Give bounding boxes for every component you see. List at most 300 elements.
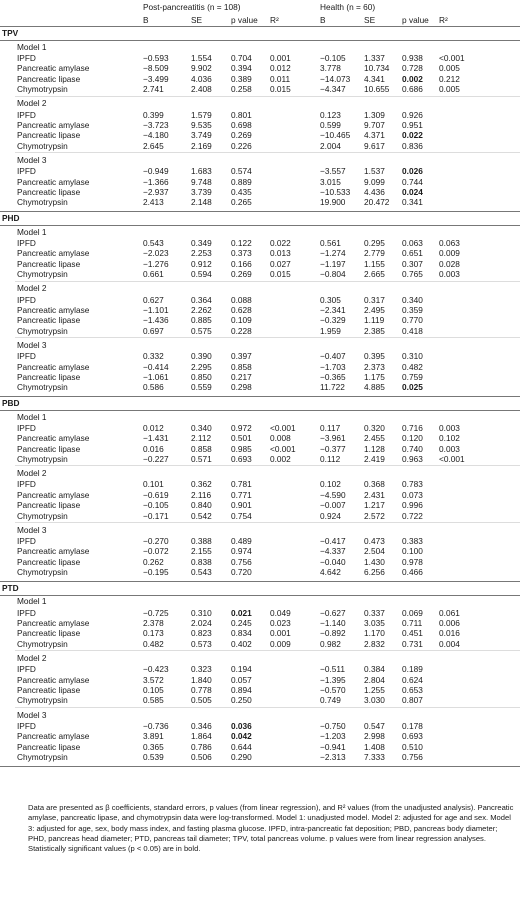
model-row	[0, 709, 520, 721]
table-cell: 2.665	[364, 269, 385, 280]
table-row	[0, 433, 520, 443]
row-label: Pancreatic lipase	[17, 371, 81, 382]
table-cell	[268, 685, 318, 695]
table-cell: 0.731	[402, 638, 423, 649]
table-cell: 1.128	[364, 443, 385, 454]
table-cell: 2.645	[143, 140, 164, 151]
indent-cell	[0, 326, 15, 336]
indent-cell	[0, 166, 15, 176]
table-cell: 0.295	[364, 237, 385, 248]
table-cell: 0.653	[402, 685, 423, 696]
table-cell: 2.262	[191, 304, 212, 315]
row-label: Pancreatic amylase	[17, 304, 90, 315]
table-cell: −10.465	[320, 130, 351, 141]
table-cell: 0.009	[439, 248, 460, 259]
table-cell	[437, 362, 520, 372]
table-cell: 0.005	[439, 63, 460, 74]
table-cell: 0.102	[320, 479, 341, 490]
row-label: Pancreatic amylase	[17, 433, 90, 444]
table-cell: 0.298	[231, 382, 252, 393]
model-label: Model 3	[17, 339, 47, 350]
table-row	[0, 269, 520, 279]
table-cell: 0.368	[364, 479, 385, 490]
table-row	[0, 490, 520, 500]
table-cell: 0.547	[364, 720, 385, 731]
table-cell: −4.180	[143, 130, 169, 141]
row-label: Chymotrypsin	[17, 382, 68, 393]
table-cell: 0.834	[231, 628, 252, 639]
table-cell: 0.073	[402, 489, 423, 500]
table-cell	[437, 567, 520, 577]
table-cell: 2.253	[191, 248, 212, 259]
table-cell: 1.554	[191, 53, 212, 63]
table-cell: 0.963	[402, 453, 423, 464]
table-cell: 0.850	[191, 371, 212, 382]
model-row	[0, 41, 520, 54]
row-label: Chymotrypsin	[17, 197, 68, 208]
model-row	[0, 154, 520, 166]
table-cell: 0.042	[231, 731, 252, 742]
row-label: IPFD	[17, 607, 36, 618]
table-cell: 6.256	[364, 567, 385, 578]
table-cell: 0.756	[402, 752, 423, 763]
indent-cell	[0, 652, 15, 664]
table-cell	[268, 500, 318, 510]
table-cell: −1.276	[143, 258, 169, 269]
table-cell	[437, 295, 520, 305]
table-cell: 1.170	[364, 628, 385, 639]
table-cell: 4.436	[364, 187, 385, 198]
table-cell: 3.739	[191, 187, 212, 198]
table-row	[0, 639, 520, 649]
table-cell: 0.359	[402, 304, 423, 315]
table-cell: 0.166	[231, 258, 252, 269]
table-cell: 1.430	[364, 556, 385, 567]
table-cell: 0.399	[143, 109, 164, 120]
table-cell: 0.109	[231, 315, 252, 326]
table-cell: 0.178	[402, 720, 423, 731]
table-cell: 2.295	[191, 361, 212, 372]
table-cell: −0.007	[320, 500, 346, 511]
table-cell: 2.408	[191, 84, 212, 95]
indent-cell	[0, 372, 15, 382]
row-label: Pancreatic amylase	[17, 361, 90, 372]
indent-cell	[0, 305, 15, 315]
table-row	[0, 454, 520, 464]
table-cell	[437, 382, 520, 392]
table-cell: 0.858	[191, 443, 212, 454]
table-cell: 0.310	[191, 607, 212, 618]
row-label: IPFD	[17, 422, 36, 433]
table-cell: 0.786	[191, 741, 212, 752]
table-cell: 0.926	[402, 109, 423, 120]
table-cell: 0.722	[402, 510, 423, 521]
table-cell: −1.203	[320, 731, 346, 742]
model-row	[0, 283, 520, 295]
table-cell: 0.473	[364, 536, 385, 546]
model-label: Model 3	[17, 709, 47, 720]
indent-cell	[0, 500, 15, 510]
table-cell: −1.431	[143, 433, 169, 444]
table-cell	[268, 567, 318, 577]
table-cell: −1.061	[143, 371, 169, 382]
table-cell: −0.627	[320, 607, 346, 618]
table-row	[0, 567, 520, 577]
indent-cell	[0, 74, 15, 84]
row-label: Pancreatic lipase	[17, 130, 81, 141]
table-cell	[268, 511, 318, 521]
table-cell: 2.148	[191, 197, 212, 208]
table-cell: 1.337	[364, 53, 385, 63]
table-cell: 0.323	[191, 664, 212, 675]
table-cell: 0.912	[191, 258, 212, 269]
table-row	[0, 546, 520, 556]
table-cell	[268, 177, 318, 187]
table-row	[0, 187, 520, 197]
table-cell: 0.069	[402, 607, 423, 618]
table-row	[0, 110, 520, 120]
row-label: Pancreatic amylase	[17, 120, 90, 131]
table-row	[0, 197, 520, 207]
table-cell: 0.435	[231, 187, 252, 198]
table-cell: 9.099	[364, 176, 385, 187]
table-cell: 0.728	[402, 63, 423, 74]
table-cell: 2.112	[191, 433, 212, 444]
table-cell: −0.804	[320, 269, 346, 280]
model-row	[0, 652, 520, 664]
table-cell: 0.265	[231, 197, 252, 208]
row-label: IPFD	[17, 109, 36, 120]
indent-cell	[0, 742, 15, 752]
table-cell: 9.902	[191, 63, 212, 74]
model-row	[0, 339, 520, 351]
table-cell: 0.290	[231, 752, 252, 763]
table-cell	[268, 731, 318, 741]
indent-cell	[0, 141, 15, 151]
indent-cell	[0, 444, 15, 454]
row-label: Chymotrypsin	[17, 453, 68, 464]
table-cell	[437, 731, 520, 741]
table-cell: 0.262	[143, 556, 164, 567]
table-cell: 0.383	[402, 536, 423, 546]
table-cell: 0.250	[231, 695, 252, 706]
row-label: IPFD	[17, 237, 36, 248]
row-label: Chymotrypsin	[17, 638, 68, 649]
table-cell: 1.579	[191, 109, 212, 120]
indent-cell	[0, 295, 15, 305]
table-row	[0, 608, 520, 618]
table-cell: 20.472	[364, 197, 390, 208]
section-label: PTD	[0, 581, 520, 595]
table-row	[0, 752, 520, 762]
model-label: Model 3	[17, 155, 47, 166]
indent-cell	[0, 685, 15, 695]
column-header-b: B	[318, 14, 362, 27]
table-cell: 0.310	[402, 351, 423, 362]
table-cell: <0.001	[270, 443, 296, 454]
section-row	[0, 27, 520, 41]
table-cell: 0.885	[191, 315, 212, 326]
model-row	[0, 98, 520, 110]
table-cell: 3.030	[364, 695, 385, 706]
table-cell: 0.228	[231, 325, 252, 336]
row-label: Chymotrypsin	[17, 140, 68, 151]
table-cell: 0.269	[231, 269, 252, 280]
table-cell	[437, 177, 520, 187]
indent-cell	[0, 433, 15, 443]
table-cell	[268, 110, 318, 120]
table-cell: 0.389	[231, 73, 252, 84]
table-cell: 0.624	[402, 674, 423, 685]
table-cell: 0.217	[231, 371, 252, 382]
table-row	[0, 536, 520, 546]
table-row	[0, 120, 520, 130]
model-label: Model 1	[17, 411, 47, 422]
indent-cell	[0, 567, 15, 577]
table-cell: 0.574	[231, 166, 252, 177]
table-cell: 0.858	[231, 361, 252, 372]
table-cell: 0.337	[364, 607, 385, 618]
table-cell: 2.116	[191, 489, 212, 500]
table-cell: 0.088	[231, 294, 252, 305]
table-row	[0, 248, 520, 258]
table-cell	[437, 130, 520, 140]
table-cell: −1.366	[143, 176, 169, 187]
table-cell: 0.704	[231, 53, 252, 63]
column-header-se: SE	[362, 14, 400, 27]
row-label: Pancreatic lipase	[17, 556, 81, 567]
table-cell: 0.117	[320, 422, 341, 433]
table-cell: 0.021	[231, 607, 252, 618]
table-cell	[437, 197, 520, 207]
table-cell: 0.269	[231, 130, 252, 141]
table-cell: <0.001	[439, 453, 465, 464]
indent-cell	[0, 197, 15, 207]
row-label: Pancreatic amylase	[17, 546, 90, 557]
table-cell: 0.720	[231, 567, 252, 578]
table-cell: 0.599	[320, 120, 341, 131]
table-cell: −1.140	[320, 618, 346, 629]
table-cell: 0.542	[191, 510, 212, 521]
table-cell	[437, 511, 520, 521]
table-cell: 0.012	[270, 63, 291, 74]
table-cell: 0.628	[231, 304, 252, 315]
table-cell: 0.749	[320, 695, 341, 706]
indent-cell	[0, 238, 15, 248]
indent-cell	[0, 225, 15, 238]
table-cell: 0.016	[439, 628, 460, 639]
indent-cell	[0, 410, 15, 423]
table-cell: 0.924	[320, 510, 341, 521]
table-row	[0, 130, 520, 140]
table-cell: −1.197	[320, 258, 346, 269]
table-row	[0, 372, 520, 382]
table-cell: 0.049	[270, 607, 291, 618]
table-cell: 0.063	[402, 237, 423, 248]
table-cell: 0.226	[231, 140, 252, 151]
row-label: IPFD	[17, 536, 36, 546]
indent-cell	[0, 628, 15, 638]
table-row	[0, 315, 520, 325]
indent-cell	[0, 511, 15, 521]
table-cell: 4.036	[191, 73, 212, 84]
table-cell: 1.537	[364, 166, 385, 177]
row-label: Pancreatic amylase	[17, 489, 90, 500]
row-label: IPFD	[17, 294, 36, 305]
table-cell: −3.723	[143, 120, 169, 131]
table-cell: 10.734	[364, 63, 390, 74]
table-row	[0, 618, 520, 628]
table-cell: 9.535	[191, 120, 212, 131]
table-cell: 0.390	[191, 351, 212, 362]
table-row	[0, 166, 520, 176]
table-cell: 0.697	[143, 325, 164, 336]
column-header-se: SE	[189, 14, 229, 27]
indent-cell	[0, 524, 15, 536]
row-label: Chymotrypsin	[17, 84, 68, 95]
table-cell: <0.001	[439, 53, 465, 63]
table-row	[0, 74, 520, 84]
table-cell: 0.698	[231, 120, 252, 131]
table-cell: −14.073	[320, 73, 351, 84]
table-cell: 0.112	[320, 453, 341, 464]
indent-cell	[0, 41, 15, 54]
table-cell: 0.258	[231, 84, 252, 95]
table-cell: 0.594	[191, 269, 212, 280]
indent-cell	[0, 351, 15, 361]
table-cell: −0.407	[320, 351, 346, 362]
table-cell: 0.716	[402, 422, 423, 433]
table-row	[0, 664, 520, 674]
indent-cell	[0, 675, 15, 685]
table-cell: 0.384	[364, 664, 385, 675]
table-cell: 0.996	[402, 500, 423, 511]
table-row	[0, 742, 520, 752]
table-cell	[437, 557, 520, 567]
table-cell: 0.025	[402, 382, 423, 393]
table-cell: 0.756	[231, 556, 252, 567]
table-cell: 0.001	[270, 53, 291, 63]
indent-cell	[0, 467, 15, 479]
table-cell: 2.385	[364, 325, 385, 336]
model-label: Model 2	[17, 468, 47, 479]
table-cell	[268, 382, 318, 392]
model-row	[0, 595, 520, 608]
table-cell: 2.024	[191, 618, 212, 629]
table-cell: 0.332	[143, 351, 164, 362]
table-cell: −0.377	[320, 443, 346, 454]
table-cell: −0.072	[143, 546, 169, 557]
table-cell	[268, 664, 318, 674]
table-cell: 0.173	[143, 628, 164, 639]
table-cell: 3.749	[191, 130, 212, 141]
table-cell: 0.364	[191, 294, 212, 305]
table-cell: 0.585	[143, 695, 164, 706]
row-label: Pancreatic lipase	[17, 187, 81, 198]
table-cell: 0.754	[231, 510, 252, 521]
row-label: Chymotrypsin	[17, 695, 68, 706]
indent-cell	[0, 546, 15, 556]
indent-cell	[0, 536, 15, 546]
table-cell: 0.028	[439, 258, 460, 269]
table-cell: −0.414	[143, 361, 169, 372]
table-cell: 1.175	[364, 371, 385, 382]
indent-cell	[0, 490, 15, 500]
table-cell: 0.571	[191, 453, 212, 464]
table-cell: 2.004	[320, 140, 341, 151]
table-cell: 2.572	[364, 510, 385, 521]
table-cell: 0.009	[270, 638, 291, 649]
table-cell: 0.212	[439, 73, 460, 84]
table-cell: −1.274	[320, 248, 346, 259]
column-header-r2: R²	[268, 14, 318, 27]
row-label: Chymotrypsin	[17, 752, 68, 763]
table-cell: 2.741	[143, 84, 164, 95]
table-cell	[268, 351, 318, 361]
table-row	[0, 382, 520, 392]
table-cell: 19.900	[320, 197, 346, 208]
table-cell: 0.693	[231, 453, 252, 464]
table-cell: 0.901	[231, 500, 252, 511]
table-cell: 0.340	[191, 422, 212, 433]
table-cell: 0.781	[231, 479, 252, 490]
section-label: PHD	[0, 211, 520, 225]
indent-cell	[0, 362, 15, 372]
table-cell: 0.894	[231, 685, 252, 696]
table-cell: −0.570	[320, 685, 346, 696]
indent-cell	[0, 98, 15, 110]
table-cell: 2.495	[364, 304, 385, 315]
table-cell: 0.510	[402, 741, 423, 752]
table-cell: −3.961	[320, 433, 346, 444]
group-header-post-pancreatitis: Post-pancreatitis (n = 108)	[143, 1, 241, 12]
table-cell: 0.539	[143, 752, 164, 763]
table-cell	[268, 362, 318, 372]
table-cell: 0.543	[143, 237, 164, 248]
indent-cell	[0, 479, 15, 489]
table-cell: 1.408	[364, 741, 385, 752]
table-cell: 11.722	[320, 382, 345, 393]
table-cell: 0.002	[270, 453, 291, 464]
table-cell: 0.740	[402, 443, 423, 454]
table-row	[0, 238, 520, 248]
table-cell: 0.974	[231, 546, 252, 557]
table-cell	[437, 664, 520, 674]
table-cell: 0.418	[402, 325, 423, 336]
table-cell: −4.347	[320, 84, 346, 95]
table-cell	[268, 675, 318, 685]
table-row	[0, 628, 520, 638]
table-cell: −10.533	[320, 187, 351, 198]
table-row	[0, 423, 520, 433]
table-cell: 0.057	[231, 674, 252, 685]
table-cell: 0.395	[364, 351, 385, 362]
table-cell: −3.557	[320, 166, 346, 177]
table-cell: 0.013	[270, 248, 291, 259]
table-cell: 1.255	[364, 685, 385, 696]
table-cell: 0.002	[402, 73, 423, 84]
table-cell: 0.003	[439, 422, 460, 433]
indent-cell	[0, 695, 15, 705]
row-label: Pancreatic amylase	[17, 618, 90, 629]
table-row	[0, 511, 520, 521]
table-cell	[437, 326, 520, 336]
table-cell: −0.417	[320, 536, 346, 546]
indent-cell	[0, 283, 15, 295]
indent-cell	[0, 557, 15, 567]
indent-cell	[0, 177, 15, 187]
table-cell: 0.015	[270, 84, 291, 95]
